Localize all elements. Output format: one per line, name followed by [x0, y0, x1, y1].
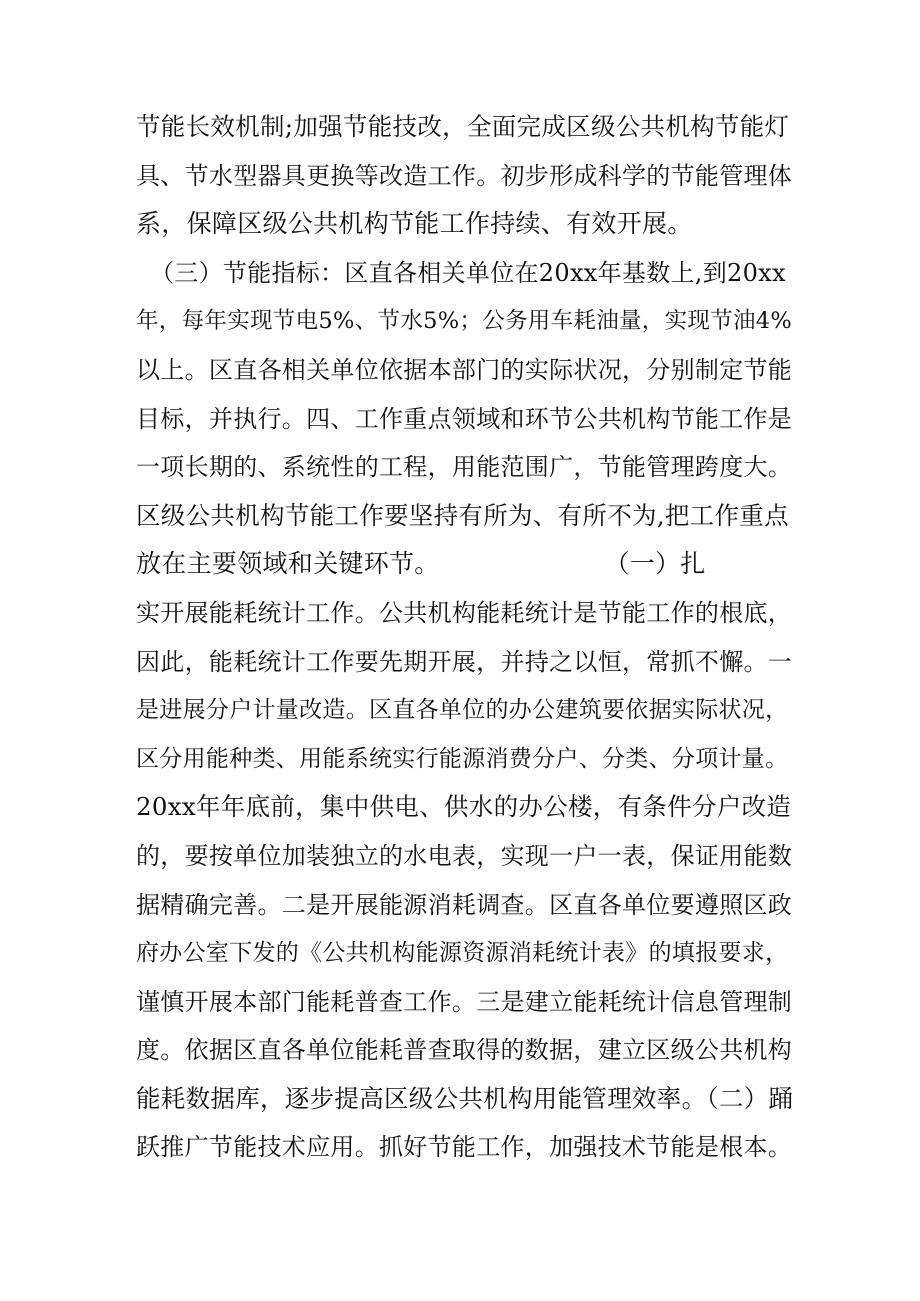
text-line: 节能长效机制;加强节能技改，全面完成区级公共机构节能灯 — [136, 112, 790, 141]
text-line: 以上。区直各相关单位依据本部门的实际状况，分别制定节能 — [136, 355, 793, 384]
text-line: 能耗数据库，逐步提高区级公共机构用能管理效率。（二）踊 — [136, 1083, 794, 1113]
text-line: 年，每年实现节电5%、节水5%；公务用车耗油量，实现节油4% — [136, 308, 793, 335]
text-line: 放在主要领域和关键环节。 （一）扎 — [136, 549, 706, 579]
text-line: 的，要按单位加装独立的水电表，实现一户一表，保证用能数 — [136, 841, 793, 870]
text-line: （三）节能指标：区直各相关单位在20xx年基数上,到20xx — [150, 258, 786, 287]
text-line: 是进展分户计量改造。区直各单位的办公建筑要依据实际状况， — [136, 697, 789, 724]
text-line: 20xx年年底前，集中供电、供水的办公楼，有条件分户改造 — [136, 792, 792, 822]
text-line: 具、节水型器具更换等改造工作。初步形成科学的节能管理体 — [136, 161, 793, 190]
text-line: 因此，能耗统计工作要先期开展，并持之以恒，常抓不懈。一 — [136, 647, 793, 676]
text-line: 府办公室下发的《公共机构能源资源消耗统计表》的填报要求， — [136, 940, 789, 967]
text-line: 谨慎开展本部门能耗普查工作。三是建立能耗统计信息管理制 — [136, 987, 793, 1016]
text-line: 一项长期的、系统性的工程，用能范围广，节能管理跨度大。 — [136, 453, 793, 482]
text-line: 实开展能耗统计工作。公共机构能耗统计是节能工作的根底， — [136, 598, 793, 627]
text-line: 区分用能种类、用能系统实行能源消费分户、分类、分项计量。 — [136, 745, 789, 772]
text-line: 系，保障区级公共机构节能工作持续、有效开展。 — [136, 209, 693, 239]
text-line: 据精确完善。二是开展能源消耗调查。区直各单位要遵照区政 — [136, 890, 793, 919]
document-body — [136, 103, 796, 1172]
text-line: 度。依据区直各单位能耗普查取得的数据，建立区级公共机构 — [136, 1036, 793, 1065]
text-line: 目标，并执行。四、工作重点领域和环节公共机构节能工作是 — [136, 404, 793, 433]
text-line: 区级公共机构节能工作要坚持有所为、有所不为,把工作重点 — [136, 500, 789, 530]
text-line: 跃推广节能技术应用。抓好节能工作，加强技术节能是根本。 — [136, 1133, 793, 1162]
